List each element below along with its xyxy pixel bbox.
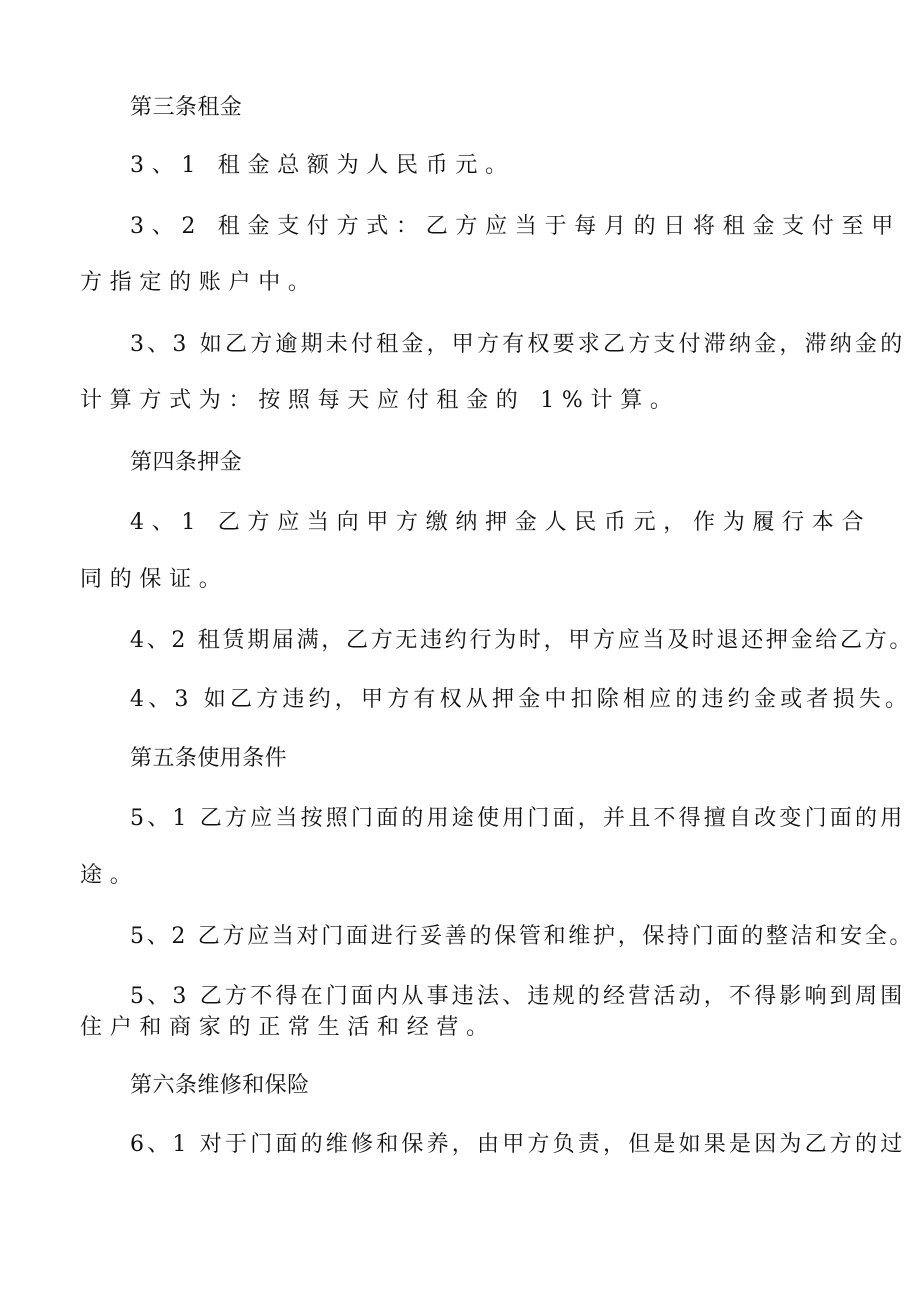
clause-3-1: 3、1 租金总额为人民币元。 (130, 153, 515, 178)
clause-6-1: 6、1 对于门面的维修和保养，由甲方负责，但是如果是因为乙方的过 (130, 1132, 906, 1157)
clause-3-2-continuation: 方指定的账户中。 (80, 270, 318, 295)
clause-4-2: 4、2 租赁期届满，乙方无违约行为时，甲方应当及时退还押金给乙方。 (130, 628, 915, 653)
clause-3-3-continuation: 计算方式为：按照每天应付租金的 1%计算。 (80, 388, 680, 413)
clause-3-3: 3、3 如乙方逾期未付租金，甲方有权要求乙方支付滞纳金，滞纳金的 (130, 332, 906, 357)
article-5-heading: 第五条使用条件 (130, 746, 288, 771)
article-3-heading: 第三条租金 (130, 95, 243, 120)
clause-5-2: 5、2 乙方应当对门面进行妥善的保管和维护，保持门面的整洁和安全。 (130, 924, 915, 949)
clause-5-3: 5、3 乙方不得在门面内从事违法、违规的经营活动，不得影响到周围 (130, 984, 906, 1009)
clause-4-3: 4、3 如乙方违约，甲方有权从押金中扣除相应的违约金或者损失。 (130, 687, 912, 712)
clause-4-1-continuation: 同的保证。 (80, 567, 229, 592)
clause-3-2: 3、2 租金支付方式：乙方应当于每月的日将租金支付至甲 (130, 214, 901, 239)
clause-4-1: 4、1 乙方应当向甲方缴纳押金人民币元，作为履行本合 (130, 510, 872, 535)
clause-5-1-continuation: 途。 (80, 863, 140, 888)
clause-5-3-continuation: 住户和商家的正常生活和经营。 (80, 1015, 496, 1040)
article-4-heading: 第四条押金 (130, 450, 243, 475)
article-6-heading: 第六条维修和保险 (130, 1073, 310, 1098)
clause-5-1: 5、1 乙方应当按照门面的用途使用门面，并且不得擅自改变门面的用 (130, 806, 906, 831)
